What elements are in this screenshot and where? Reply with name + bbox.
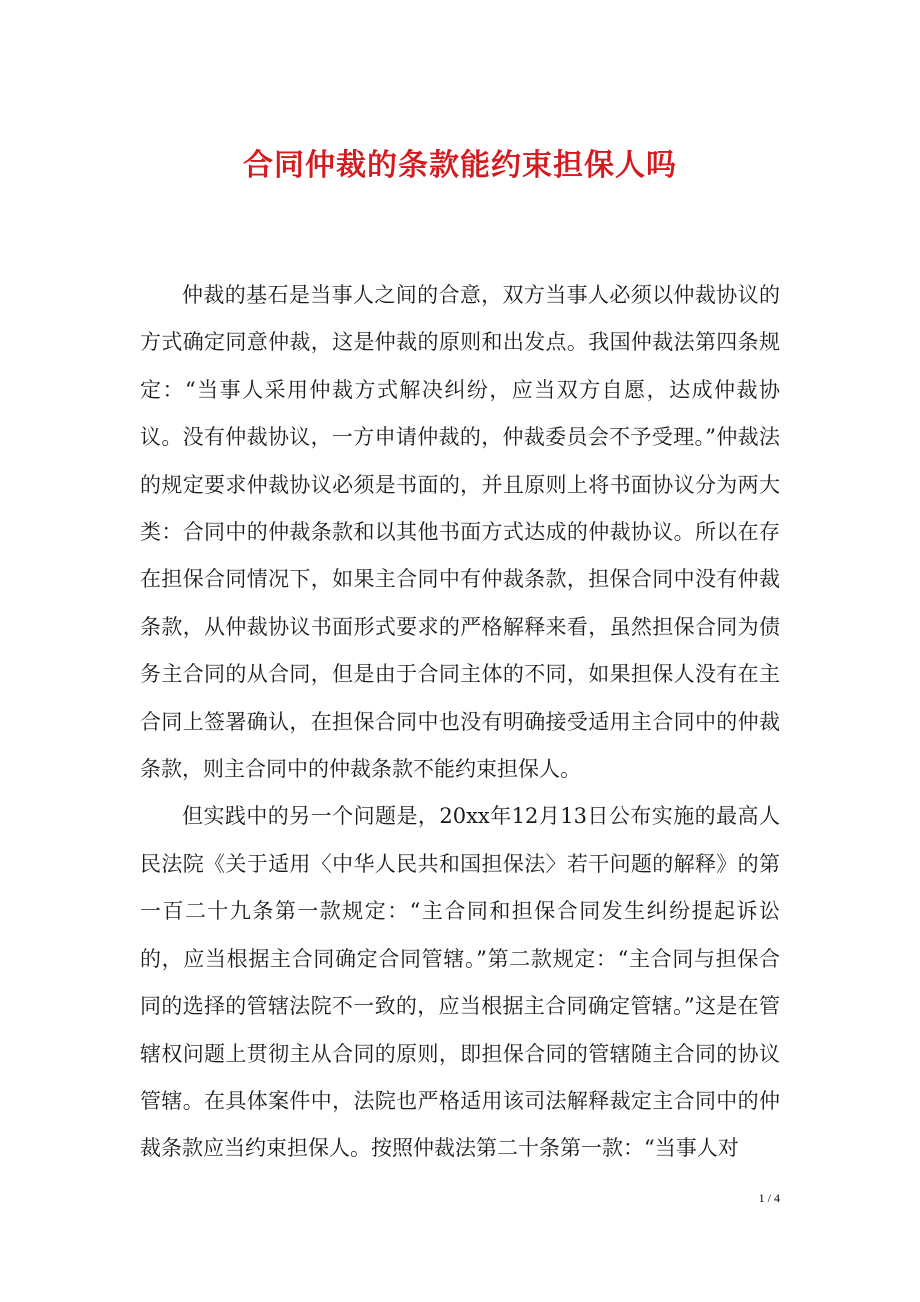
paragraph-1: 仲裁的基石是当事人之间的合意，双方当事人必须以仲裁协议的方式确定同意仲裁，这是仲裁的原则和出发点。我国仲裁法第四条规定：“当事人采用仲裁方式解决纠纷，应当双方自愿，达成仲裁协议。没有仲裁协议，一方申请仲裁的，仲裁委员会不予受理。”仲裁法的规定要求仲裁协议必须是书面的，并且原则上将书面协议分为两大类：合同中的仲裁条款和以其他书面方式达成的仲裁协议。所以在存在担保合同情况下，如果主合同中有仲裁条款，担保合同中没有仲裁条款，从仲裁协议书面形式要求的严格解释来看，虽然担保合同为债务主合同的从合同，但是由于合同主体的不同，如果担保人没有在主合同上签署确认，在担保合同中也没有明确接受适用主合同中的仲裁条款，则主合同中的仲裁条款不能约束担保人。 — [140, 283, 780, 782]
paragraph-2: 但实践中的另一个问题是，20xx年12月13日公布实施的最高人民法院《关于适用〈中华人民共和国担保法〉若干问题的解释》的第一百二十九条第一款规定：“主合同和担保合同发生纠纷提起诉讼的，应当根据主合同确定合同管辖。”第二款规定：“主合同与担保合同的选择的管辖法院不一致的，应当根据主合同确定管辖。”这是在管辖权问题上贯彻主从合同的原则，即担保合同的管辖随主合同的协议管辖。在具体案件中，法院也严格适用该司法解释裁定主合同中的仲裁条款应当约束担保人。按照仲裁法第二十条第一款：“当事人对 — [140, 804, 780, 1161]
document-body — [140, 272, 780, 1173]
page-number: 1 / 4 — [758, 1191, 780, 1205]
document-title: 合同仲裁的条款能约束担保人吗 — [243, 148, 677, 183]
